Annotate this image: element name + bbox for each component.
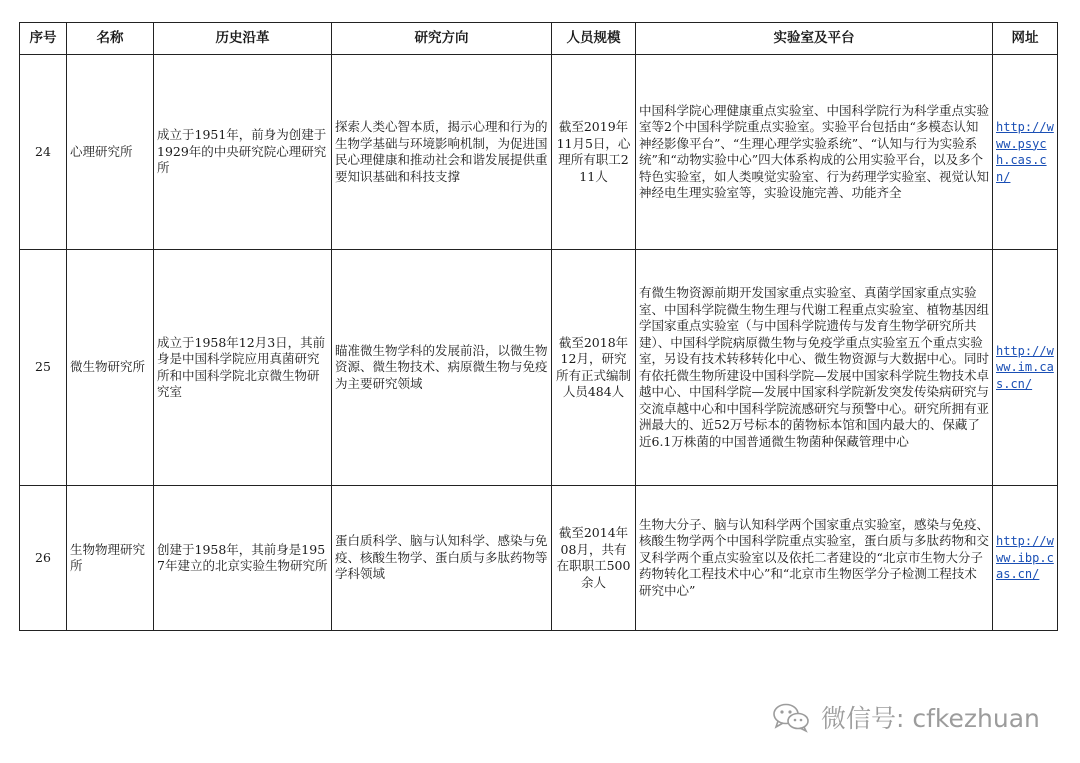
direction-cell: 瞄准微生物学科的发展前沿，以微生物资源、微生物技术、病原微生物与免疫为主要研究领域 xyxy=(332,250,552,486)
scale-cell: 截至2014年08月，共有在职职工500余人 xyxy=(552,486,636,631)
institute-name: 生物物理研究所 xyxy=(67,486,154,631)
direction-cell: 探索人类心智本质，揭示心理和行为的生物学基础与环境影响机制，为促进国民心理健康和推动社会和谐发展提供重要知识基础和科技支撑 xyxy=(332,55,552,250)
history-cell: 成立于1951年，前身为创建于1929年的中央研究院心理研究所 xyxy=(154,55,332,250)
table-row xyxy=(20,55,1058,250)
history-cell: 创建于1958年，其前身是1957年建立的北京实验生物研究所 xyxy=(154,486,332,631)
header-url: 网址 xyxy=(993,23,1058,55)
institute-name: 心理研究所 xyxy=(67,55,154,250)
website-link[interactable]: http://www.psych.cas.cn/ xyxy=(996,120,1054,184)
url-cell xyxy=(993,55,1058,250)
labs-cell: 有微生物资源前期开发国家重点实验室、真菌学国家重点实验室、中国科学院微生物生理与代谢工程重点实验室、植物基因组学国家重点实验室（与中国科学院遗传与发育生物学研究所共建）、中国科学院病原微生物与免疫学重点实验室五个重点实验室，另设有技术转移转化中心、微生物资源与大数据中心。同时有依托微生物所建设中国科学院—发展中国家科学院生物技术卓越中心、中国科学院—发展中国家科学院新发突发传染病研究与交流卓越中心和中国科学院流感研究与预警中心。研究所拥有亚洲最大的、近52万号标本的菌物标本馆和国内最大的、保藏了近6.1万株菌的中国普通微生物菌种保藏管理中心 xyxy=(636,250,993,486)
header-name: 名称 xyxy=(67,23,154,55)
header-scale: 人员规模 xyxy=(552,23,636,55)
wechat-icon xyxy=(771,701,811,733)
table-row xyxy=(20,250,1058,486)
row-number: 24 xyxy=(20,55,67,250)
table-row xyxy=(20,486,1058,631)
header-no: 序号 xyxy=(20,23,67,55)
institute-name: 微生物研究所 xyxy=(67,250,154,486)
history-cell: 成立于1958年12月3日，其前身是中国科学院应用真菌研究所和中国科学院北京微生物研究室 xyxy=(154,250,332,486)
url-cell xyxy=(993,250,1058,486)
labs-cell: 中国科学院心理健康重点实验室、中国科学院行为科学重点实验室等2个中国科学院重点实验室。实验平台包括由“多模态认知神经影像平台”、“生理心理学实验系统”、“认知与行为实验系统”和“动物实验中心”四大体系构成的公用实验平台，以及多个特色实验室，如人类嗅觉实验室、行为药理学实验室、视觉认知神经电生理实验室等，实验设施完善、功能齐全 xyxy=(636,55,993,250)
direction-cell: 蛋白质科学、脑与认知科学、感染与免疫、核酸生物学、蛋白质与多肽药物等学科领域 xyxy=(332,486,552,631)
row-number: 26 xyxy=(20,486,67,631)
website-link[interactable]: http://www.im.cas.cn/ xyxy=(996,343,1054,391)
scale-cell: 截至2018年12月，研究所有正式编制人员484人 xyxy=(552,250,636,486)
website-link[interactable]: http://www.ibp.cas.cn/ xyxy=(996,534,1054,582)
institutes-table xyxy=(19,22,1058,631)
header-direction: 研究方向 xyxy=(332,23,552,55)
labs-cell: 生物大分子、脑与认知科学两个国家重点实验室，感染与免疫、核酸生物学两个中国科学院重点实验室，蛋白质与多肽药物和交叉科学两个重点实验室以及依托二者建设的“北京市生物大分子药物转化工程技术中心”和“北京市生物医学分子检测工程技术研究中心” xyxy=(636,486,993,631)
header-history: 历史沿革 xyxy=(154,23,332,55)
url-cell xyxy=(993,486,1058,631)
scale-cell: 截至2019年11月5日，心理所有职工211人 xyxy=(552,55,636,250)
table-header-row xyxy=(20,23,1058,55)
header-labs: 实验室及平台 xyxy=(636,23,993,55)
row-number: 25 xyxy=(20,250,67,486)
wechat-id-text: 微信号: cfkezhuan xyxy=(821,704,1040,733)
wechat-watermark xyxy=(771,700,1040,734)
